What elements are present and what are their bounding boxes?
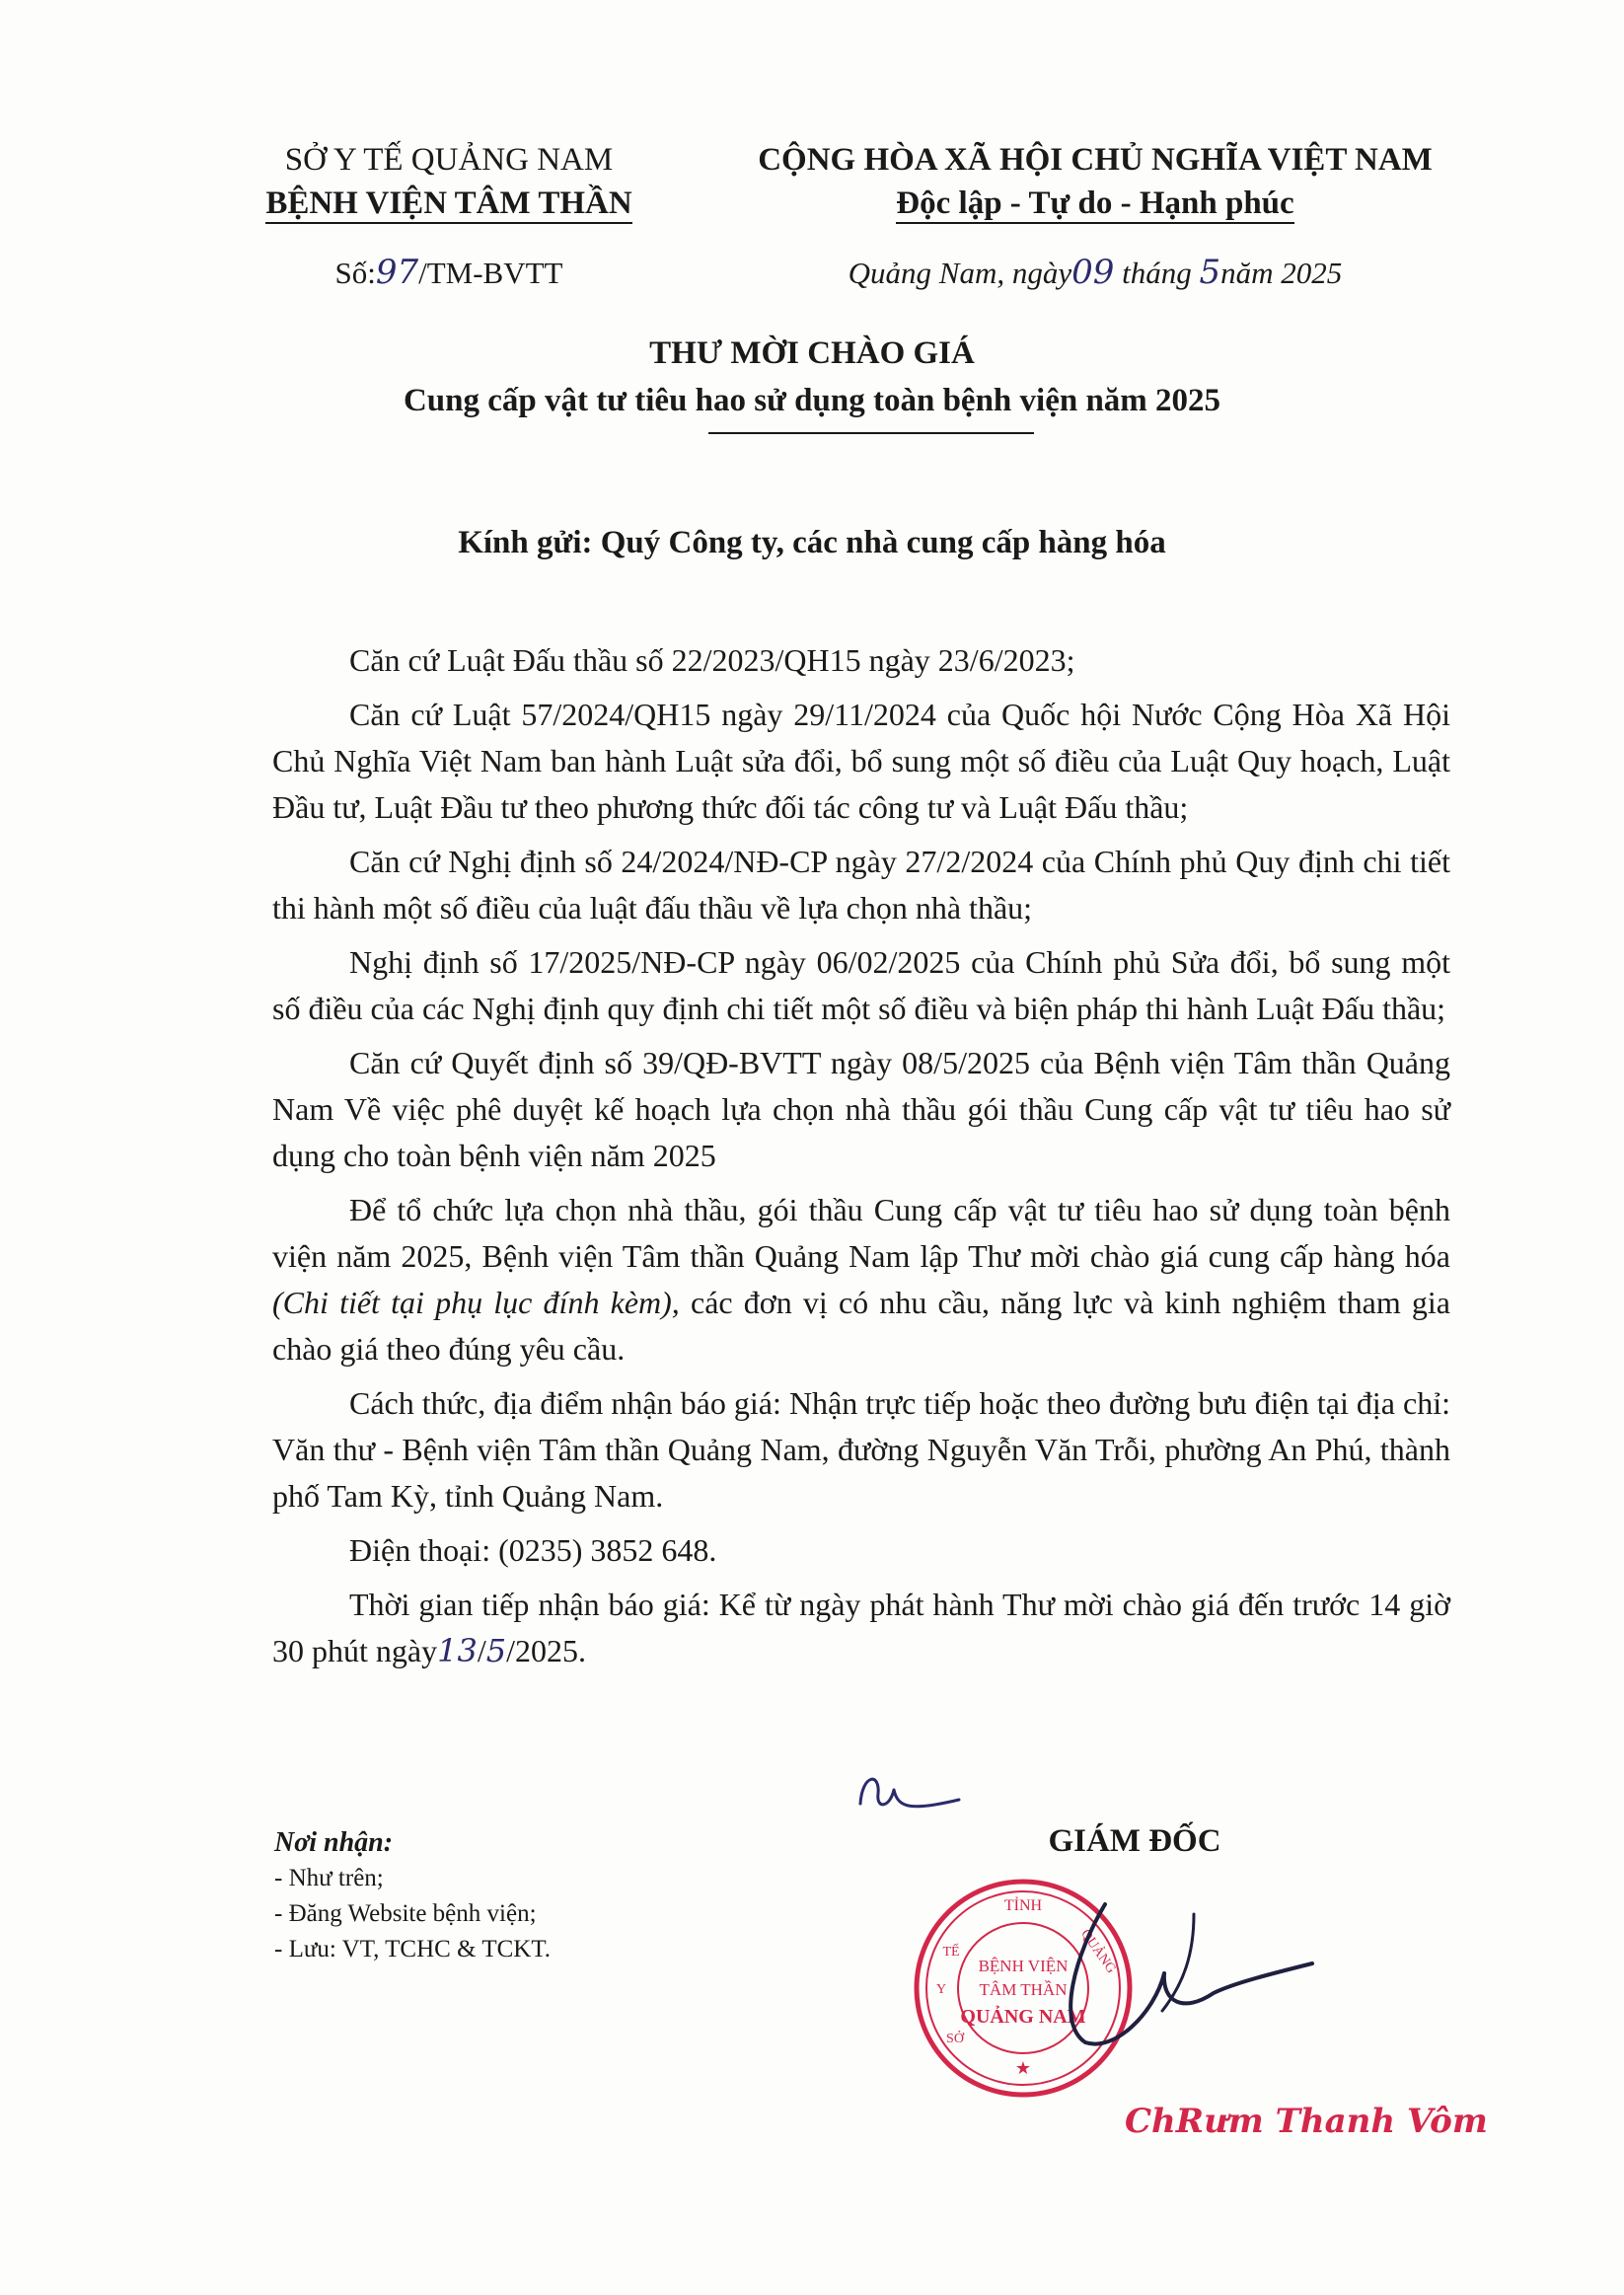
handwritten-deadline-day: 13: [437, 1632, 478, 1669]
svg-text:QUẢNG NAM: QUẢNG NAM: [960, 2006, 1086, 2028]
document-date: Quảng Nam, ngày09 tháng 5năm 2025: [848, 253, 1343, 292]
subtitle-divider: [708, 432, 1034, 434]
paragraph-decision: Căn cứ Quyết định số 39/QĐ-BVTT ngày 08/5/2025 của Bệnh viện Tâm thần Quảng Nam Về việc phê duyệt kế hoạch lựa chọn nhà thầu gói thầu Cung cấp vật tư tiêu hao sử dụng cho toàn bệnh viện năm 2025: [272, 1045, 1450, 1173]
svg-text:TÂM THẦN: TÂM THẦN: [979, 1980, 1068, 1999]
paragraph-invitation: Để tổ chức lựa chọn nhà thầu, gói thầu Cung cấp vật tư tiêu hao sử dụng toàn bệnh viện năm 2025, Bệnh viện Tâm thần Quảng Nam lập Thư mời chào giá cung cấp hàng hóa (Chi tiết tại phụ lục đính kèm), các đơn vị có nhu cầu, năng lực và kinh nghiệm tham gia chào giá theo đúng yêu cầu.: [272, 1192, 1451, 1367]
svg-text:TỈNH: TỈNH: [1003, 1897, 1043, 1914]
paragraph-phone: Điện thoại: (0235) 3852 648.: [349, 1532, 717, 1568]
handwritten-number: 97: [375, 253, 419, 292]
svg-text:BỆNH VIỆN: BỆNH VIỆN: [978, 1957, 1069, 1975]
svg-text:QUẢNG: QUẢNG: [1077, 1926, 1119, 1977]
salutation: Kính gửi: Quý Công ty, các nhà cung cấp hàng hóa: [458, 525, 1166, 560]
paragraph-legal-basis-4: Nghị định số 17/2025/NĐ-CP ngày 06/02/2025 của Chính phủ Sửa đổi, bổ sung một số điều của các Nghị định quy định chi tiết một số điều và biện pháp thi hành Luật Đấu thầu;: [272, 944, 1450, 1026]
national-header: [730, 138, 1460, 225]
agency-name: SỞ Y TẾ QUẢNG NAM: [284, 142, 614, 178]
handwritten-deadline-month: 5: [485, 1632, 507, 1669]
svg-text:★: ★: [1014, 2058, 1032, 2078]
hospital-name: BỆNH VIỆN TÂM THẦN: [265, 185, 631, 224]
paragraph-deadline: Thời gian tiếp nhận báo giá: Kể từ ngày phát hành Thư mời chào giá đến trước 14 giờ 30 phút ngày13/5/2025.: [272, 1587, 1450, 1669]
recipient-item: - Đăng Website bệnh viện;: [274, 1900, 537, 1927]
document-subtitle: Cung cấp vật tư tiêu hao sử dụng toàn bệnh viện năm 2025: [403, 383, 1221, 418]
letter-body: [272, 637, 1450, 1674]
svg-text:TẾ: TẾ: [942, 1945, 960, 1960]
handwritten-signature: [1046, 1894, 1322, 2062]
signer-name: ChRưm Thanh Vôm: [1125, 2102, 1488, 2141]
paragraph-legal-basis-1: Căn cứ Luật Đấu thầu số 22/2023/QH15 ngày 23/6/2023;: [349, 642, 1075, 678]
handwritten-day: 09: [1071, 253, 1115, 292]
handwritten-month: 5: [1199, 253, 1221, 292]
recipient-item: - Như trên;: [274, 1865, 384, 1891]
recipients-block: [274, 1825, 551, 1967]
document-number: Số:97/TM-BVTT: [334, 253, 563, 292]
paragraph-legal-basis-2: Căn cứ Luật 57/2024/QH15 ngày 29/11/2024 của Quốc hội Nước Cộng Hòa Xã Hội Chủ Nghĩa Việt Nam ban hành Luật sửa đổi, bổ sung một số điều của Luật Quy hoạch, Luật Đầu tư, Luật Đầu tư theo phương thức đối tác công tư và Luật Đấu thầu;: [272, 697, 1450, 825]
recipient-item: - Lưu: VT, TCHC & TCKT.: [274, 1936, 551, 1962]
document-title: THƯ MỜI CHÀO GIÁ: [649, 335, 975, 371]
republic-name: CỘNG HÒA XÃ HỘI CHỦ NGHĨA VIỆT NAM: [758, 142, 1433, 178]
paragraph-address: Cách thức, địa điểm nhận báo giá: Nhận trực tiếp hoặc theo đường bưu điện tại địa chỉ: Văn thư - Bệnh viện Tâm thần Quảng Nam, đường Nguyễn Văn Trỗi, phường An Phú, thành phố Tam Kỳ, tỉnh Quảng Nam.: [272, 1385, 1450, 1514]
issuer-header: [237, 138, 661, 225]
recipients-label: Nơi nhận:: [274, 1827, 394, 1858]
signer-position: GIÁM ĐỐC: [1048, 1823, 1221, 1859]
svg-text:Y: Y: [935, 1982, 947, 1997]
national-motto: Độc lập - Tự do - Hạnh phúc: [896, 185, 1293, 224]
initials-mark: [850, 1764, 969, 1823]
svg-text:SỞ: SỞ: [946, 2032, 964, 2046]
paragraph-legal-basis-3: Căn cứ Nghị định số 24/2024/NĐ-CP ngày 27/2/2024 của Chính phủ Quy định chi tiết thi hành một số điều của luật đấu thầu về lựa chọn nhà thầu;: [272, 844, 1450, 925]
